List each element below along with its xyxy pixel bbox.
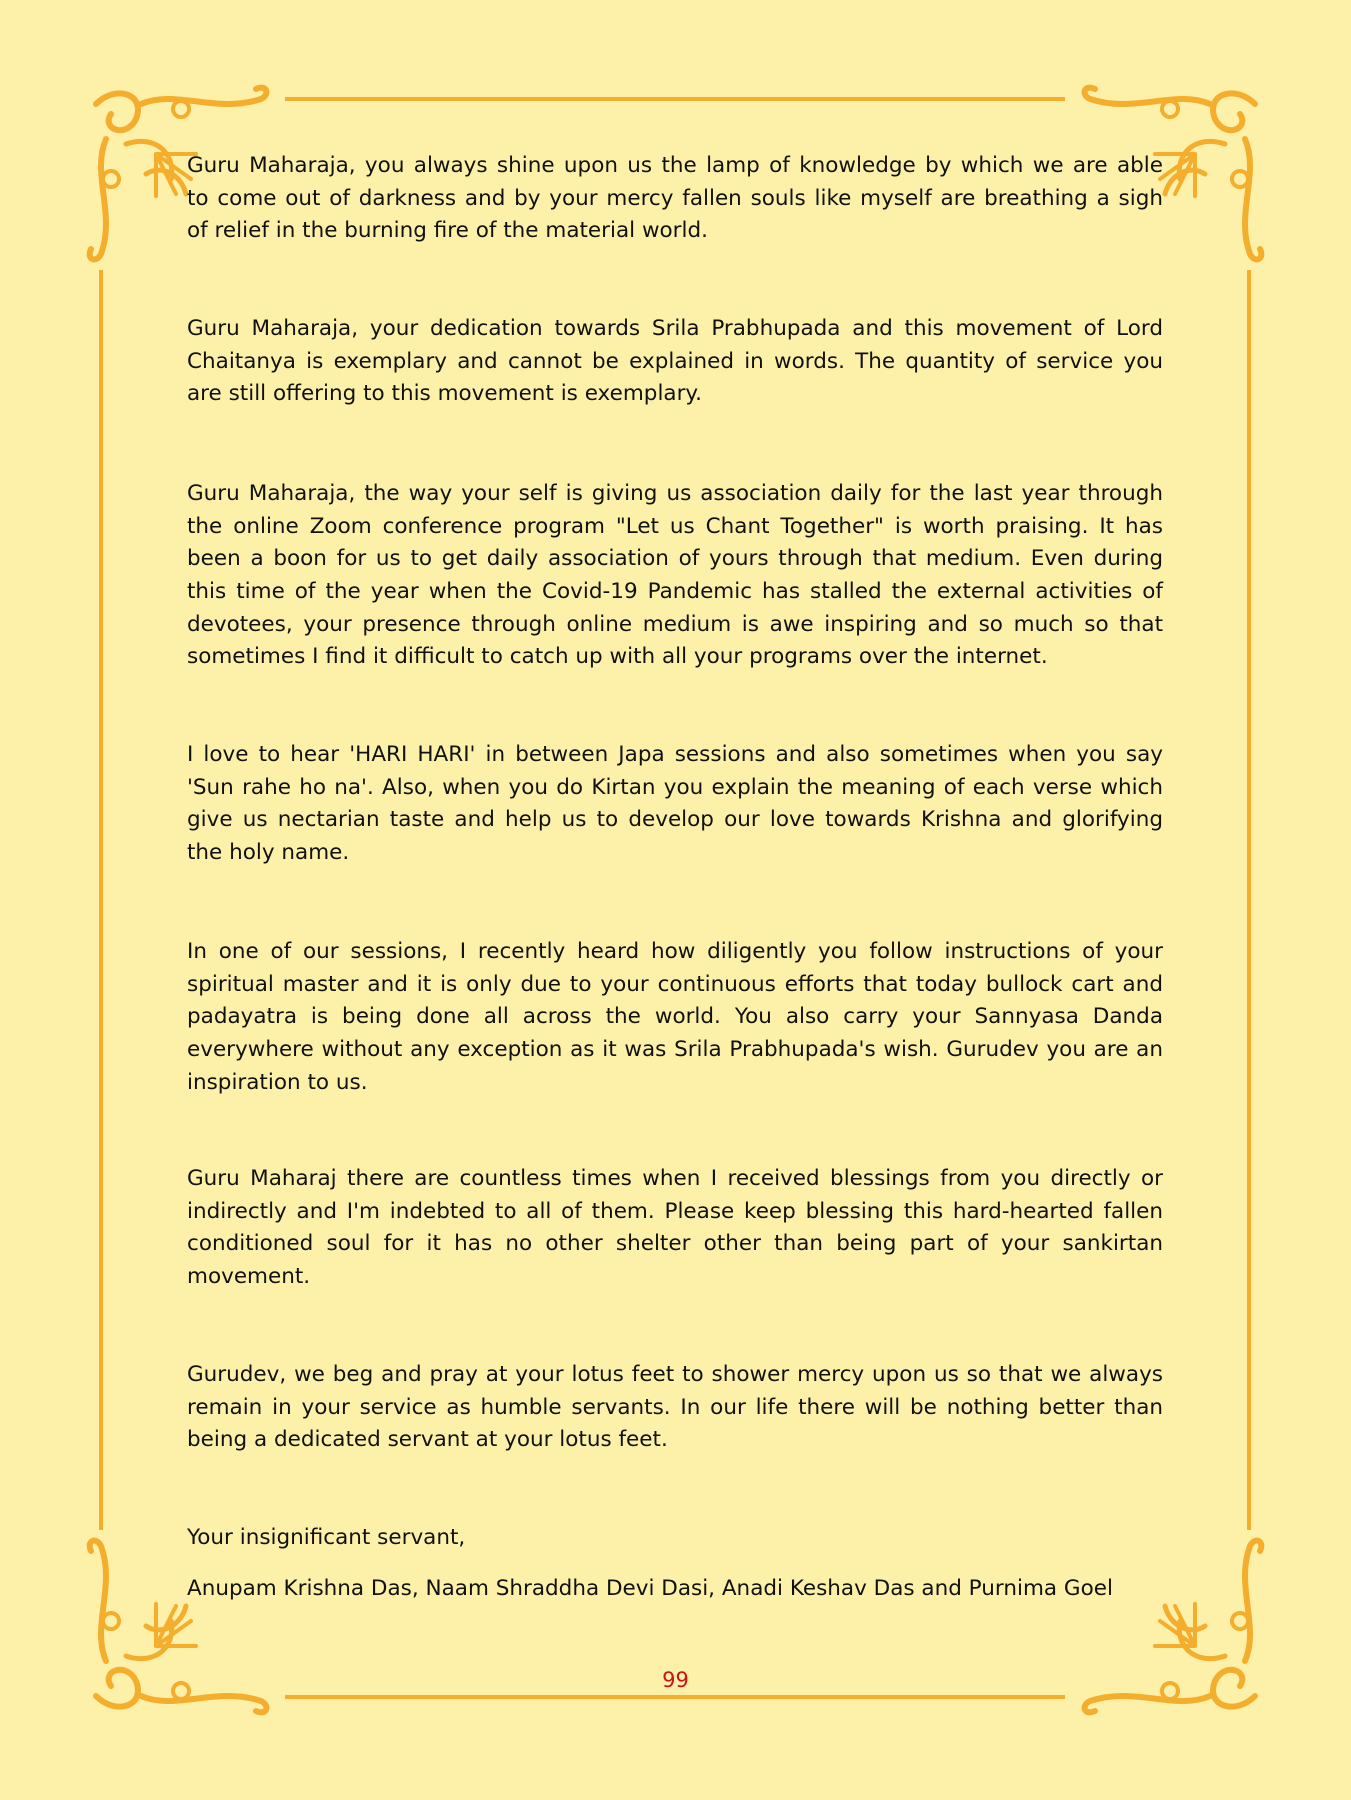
text-line: movement. bbox=[187, 1264, 311, 1290]
signatories bbox=[187, 1573, 1163, 1606]
border-right bbox=[1247, 270, 1251, 1530]
text-line: the online Zoom conference program "Let us Chant Together" is worth praising. It has bbox=[187, 513, 1163, 539]
text-line: being a dedicated servant at your lotus feet. bbox=[187, 1427, 668, 1453]
text-line: Gurudev, we beg and pray at your lotus feet to shower mercy upon us so that we always bbox=[187, 1362, 1163, 1387]
paragraph-blessings bbox=[187, 1163, 1163, 1294]
text-line: indirectly and I'm indebted to all of them. Please keep blessing this hard-hearted fallen bbox=[187, 1198, 1163, 1224]
text-line: everywhere without any exception as it was Srila Prabhupada's wish. Gurudev you are an bbox=[187, 1037, 1163, 1063]
border-bottom bbox=[285, 1695, 1065, 1699]
text-line: devotees, your presence through online medium is awe inspiring and so much so that bbox=[187, 611, 1163, 637]
text-line: this time of the year when the Covid-19 Pandemic has stalled the external activities of bbox=[187, 579, 1163, 605]
page-number: 99 bbox=[662, 1668, 689, 1692]
text-line: In one of our sessions, I recently heard how diligently you follow instructions of your bbox=[187, 939, 1163, 964]
paragraph-hari-hari bbox=[187, 739, 1163, 870]
text-line: sometimes I find it difficult to catch up with all your programs over the internet. bbox=[187, 644, 1048, 670]
text-line: inspiration to us. bbox=[187, 1069, 368, 1095]
text-line: 'Sun rahe ho na'. Also, when you do Kirtan you explain the meaning of each verse which bbox=[187, 774, 1163, 800]
border-top bbox=[285, 97, 1065, 101]
text-line: padayatra is being done all across the world. You also carry your Sannyasa Danda bbox=[187, 1004, 1163, 1030]
text-line: remain in your service as humble servants. In our life there will be nothing better than bbox=[187, 1394, 1163, 1420]
text-line: Your insignificant servant, bbox=[187, 1525, 466, 1550]
paragraph-dedication bbox=[187, 313, 1163, 411]
text-line: the holy name. bbox=[187, 840, 350, 866]
text-line: Guru Maharaja, you always shine upon us the lamp of knowledge by which we are able bbox=[187, 153, 1163, 178]
border-left bbox=[99, 270, 103, 1530]
text-line: conditioned soul for it has no other shelter other than being part of your sankirtan bbox=[187, 1231, 1163, 1257]
text-line: been a boon for us to get daily association of yours through that medium. Even during bbox=[187, 546, 1163, 572]
paragraph-online-association bbox=[187, 478, 1163, 674]
text-line: Guru Maharaja, the way your self is giving us association daily for the last year through bbox=[187, 481, 1163, 506]
paragraph-prayer bbox=[187, 1359, 1163, 1457]
text-line: Chaitanya is exemplary and cannot be explained in words. The quantity of service you bbox=[187, 348, 1163, 374]
text-line: give us nectarian taste and help us to develop our love towards Krishna and glorifying bbox=[187, 807, 1163, 833]
paragraph-sessions bbox=[187, 936, 1163, 1099]
closing-salutation bbox=[187, 1522, 1163, 1555]
text-line: are still offering to this movement is exemplary. bbox=[187, 381, 702, 407]
text-line: Guru Maharaj there are countless times when I received blessings from you directly or bbox=[187, 1166, 1163, 1191]
text-line: I love to hear 'HARI HARI' in between Japa sessions and also sometimes when you say bbox=[187, 742, 1163, 767]
text-line: Guru Maharaja, your dedication towards Srila Prabhupada and this movement of Lord bbox=[187, 316, 1163, 341]
text-line: spiritual master and it is only due to your continuous efforts that today bullock cart and bbox=[187, 971, 1163, 997]
paragraph-lamp-of-knowledge bbox=[187, 150, 1163, 248]
text-line: Anupam Krishna Das, Naam Shraddha Devi Dasi, Anadi Keshav Das and Purnima Goel bbox=[187, 1576, 1113, 1601]
text-line: of relief in the burning fire of the material world. bbox=[187, 218, 708, 244]
text-line: to come out of darkness and by your mercy fallen souls like myself are breathing a sigh bbox=[187, 185, 1163, 211]
